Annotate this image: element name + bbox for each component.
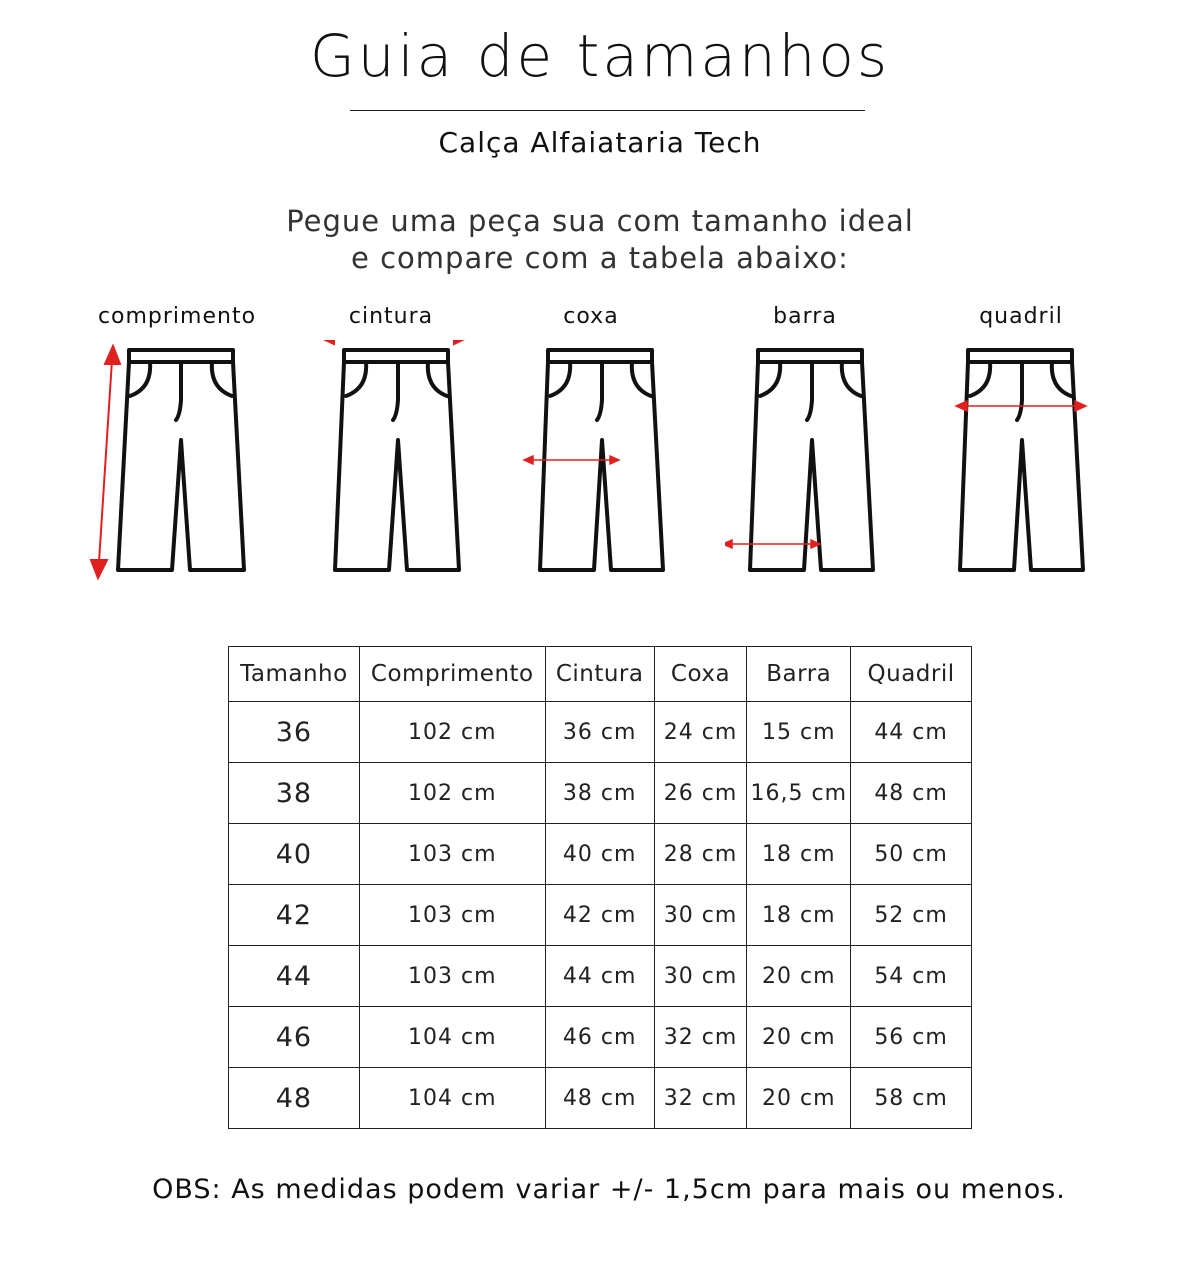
cell-coxa: 24 cm	[654, 702, 747, 763]
cell-cintura: 42 cm	[545, 885, 654, 946]
instructions	[0, 203, 1200, 277]
header-quadril: Quadril	[851, 647, 972, 702]
header-cintura: Cintura	[545, 647, 654, 702]
measure-label-coxa: coxa	[563, 304, 619, 329]
cell-size: 44	[229, 946, 360, 1007]
cell-coxa: 32 cm	[654, 1068, 747, 1129]
cell-comprimento: 102 cm	[359, 702, 545, 763]
cell-comprimento: 103 cm	[359, 824, 545, 885]
table-row	[229, 763, 972, 824]
header-comprimento: Comprimento	[359, 647, 545, 702]
cell-size: 40	[229, 824, 360, 885]
cell-quadril: 52 cm	[851, 885, 972, 946]
size-table	[228, 646, 972, 1129]
cell-barra: 16,5 cm	[747, 763, 851, 824]
cell-coxa: 26 cm	[654, 763, 747, 824]
cell-cintura: 44 cm	[545, 946, 654, 1007]
header-coxa: Coxa	[654, 647, 747, 702]
cell-comprimento: 104 cm	[359, 1007, 545, 1068]
cell-size: 42	[229, 885, 360, 946]
cell-size: 36	[229, 702, 360, 763]
cell-quadril: 54 cm	[851, 946, 972, 1007]
title-divider	[350, 110, 865, 111]
cell-quadril: 58 cm	[851, 1068, 972, 1129]
measure-label-comprimento: comprimento	[97, 304, 257, 329]
page-title: Guia de tamanhos	[309, 22, 891, 90]
table-row	[229, 946, 972, 1007]
table-row	[229, 1068, 972, 1129]
cell-quadril: 44 cm	[851, 702, 972, 763]
cell-quadril: 56 cm	[851, 1007, 972, 1068]
cell-cintura: 48 cm	[545, 1068, 654, 1129]
instruction-line-2: e compare com a tabela abaixo:	[351, 241, 849, 275]
cell-size: 46	[229, 1007, 360, 1068]
instruction-line-1: Pegue uma peça sua com tamanho ideal	[286, 204, 914, 238]
pants-length-icon	[80, 340, 250, 585]
table-row	[229, 824, 972, 885]
table-header-row	[229, 647, 972, 702]
cell-size: 38	[229, 763, 360, 824]
table-row	[229, 702, 972, 763]
cell-comprimento: 102 cm	[359, 763, 545, 824]
product-name: Calça Alfaiataria Tech	[438, 126, 762, 159]
cell-cintura: 40 cm	[545, 824, 654, 885]
measurement-note: OBS: As medidas podem variar +/- 1,5cm para mais ou menos.	[152, 1174, 1066, 1205]
cell-comprimento: 103 cm	[359, 885, 545, 946]
measure-label-cintura: cintura	[348, 304, 434, 329]
cell-barra: 20 cm	[747, 1068, 851, 1129]
pants-thigh-icon	[520, 340, 690, 585]
cell-barra: 18 cm	[747, 885, 851, 946]
cell-cintura: 36 cm	[545, 702, 654, 763]
pants-hip-icon	[940, 340, 1110, 585]
header-tamanho: Tamanho	[229, 647, 360, 702]
cell-comprimento: 104 cm	[359, 1068, 545, 1129]
cell-cintura: 38 cm	[545, 763, 654, 824]
cell-quadril: 48 cm	[851, 763, 972, 824]
cell-barra: 20 cm	[747, 1007, 851, 1068]
header-barra: Barra	[747, 647, 851, 702]
cell-barra: 15 cm	[747, 702, 851, 763]
cell-coxa: 30 cm	[654, 946, 747, 1007]
cell-coxa: 28 cm	[654, 824, 747, 885]
measure-label-barra: barra	[773, 304, 837, 329]
cell-size: 48	[229, 1068, 360, 1129]
cell-coxa: 32 cm	[654, 1007, 747, 1068]
cell-barra: 20 cm	[747, 946, 851, 1007]
cell-comprimento: 103 cm	[359, 946, 545, 1007]
table-row	[229, 1007, 972, 1068]
cell-barra: 18 cm	[747, 824, 851, 885]
cell-coxa: 30 cm	[654, 885, 747, 946]
table-row	[229, 885, 972, 946]
measure-label-quadril: quadril	[979, 304, 1063, 329]
pants-waist-icon	[316, 340, 486, 585]
pants-hem-icon	[725, 340, 895, 585]
cell-cintura: 46 cm	[545, 1007, 654, 1068]
cell-quadril: 50 cm	[851, 824, 972, 885]
